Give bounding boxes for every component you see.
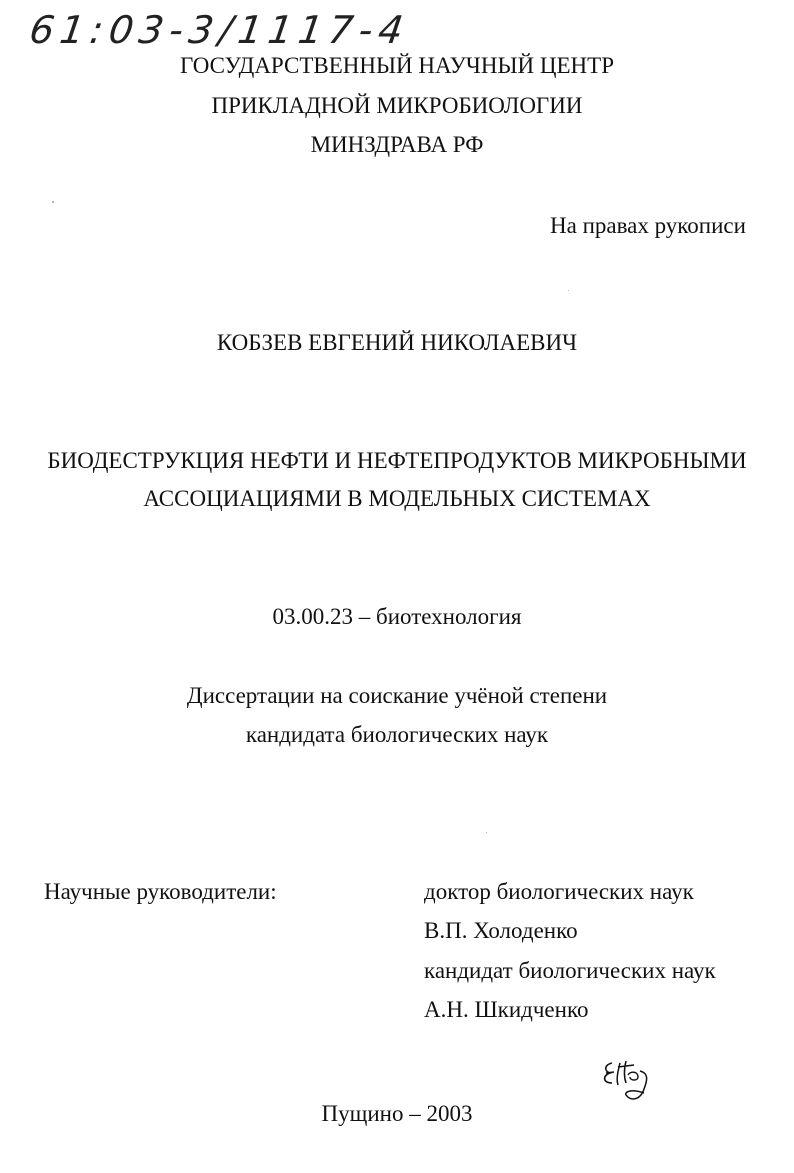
- specialty: 03.00.23 – биотехнология: [272, 604, 522, 629]
- archive-number-handwritten: 61:03-3/1117-4: [26, 8, 412, 52]
- author-name: КОБЗЕВ ЕВГЕНИЙ НИКОЛАЕВИЧ: [216, 330, 578, 355]
- thesis-title-line-1: БИОДЕСТРУКЦИЯ НЕФТИ И НЕФТЕПРОДУКТОВ МИКРОБНЫМИ: [47, 448, 747, 473]
- supervisor-2-name: А.Н. Шкидченко: [424, 997, 589, 1022]
- institution-line-1: ГОСУДАРСТВЕННЫЙ НАУЧНЫЙ ЦЕНТР: [180, 53, 614, 78]
- scan-speck: [52, 201, 54, 203]
- supervisor-2-title: кандидат биологических наук: [424, 958, 716, 983]
- institution-line-2: ПРИКЛАДНОЙ МИКРОБИОЛОГИИ: [211, 93, 583, 118]
- degree-line-2: кандидата биологических наук: [245, 722, 549, 747]
- degree-line-1: Диссертации на соискание учёной степени: [186, 683, 608, 708]
- institution-line-3: МИНЗДРАВА РФ: [310, 132, 484, 157]
- supervisor-1-name: В.П. Холоденко: [424, 918, 578, 943]
- manuscript-note: На правах рукописи: [550, 213, 746, 238]
- supervisors-label: Научные руководители:: [44, 879, 277, 904]
- place-year: Пущино – 2003: [321, 1101, 473, 1126]
- scan-speck: [568, 290, 569, 291]
- scan-speck: [486, 832, 487, 833]
- supervisor-1-title: доктор биологических наук: [424, 879, 694, 904]
- thesis-title-line-2: АССОЦИАЦИЯМИ В МОДЕЛЬНЫХ СИСТЕМАХ: [143, 486, 651, 511]
